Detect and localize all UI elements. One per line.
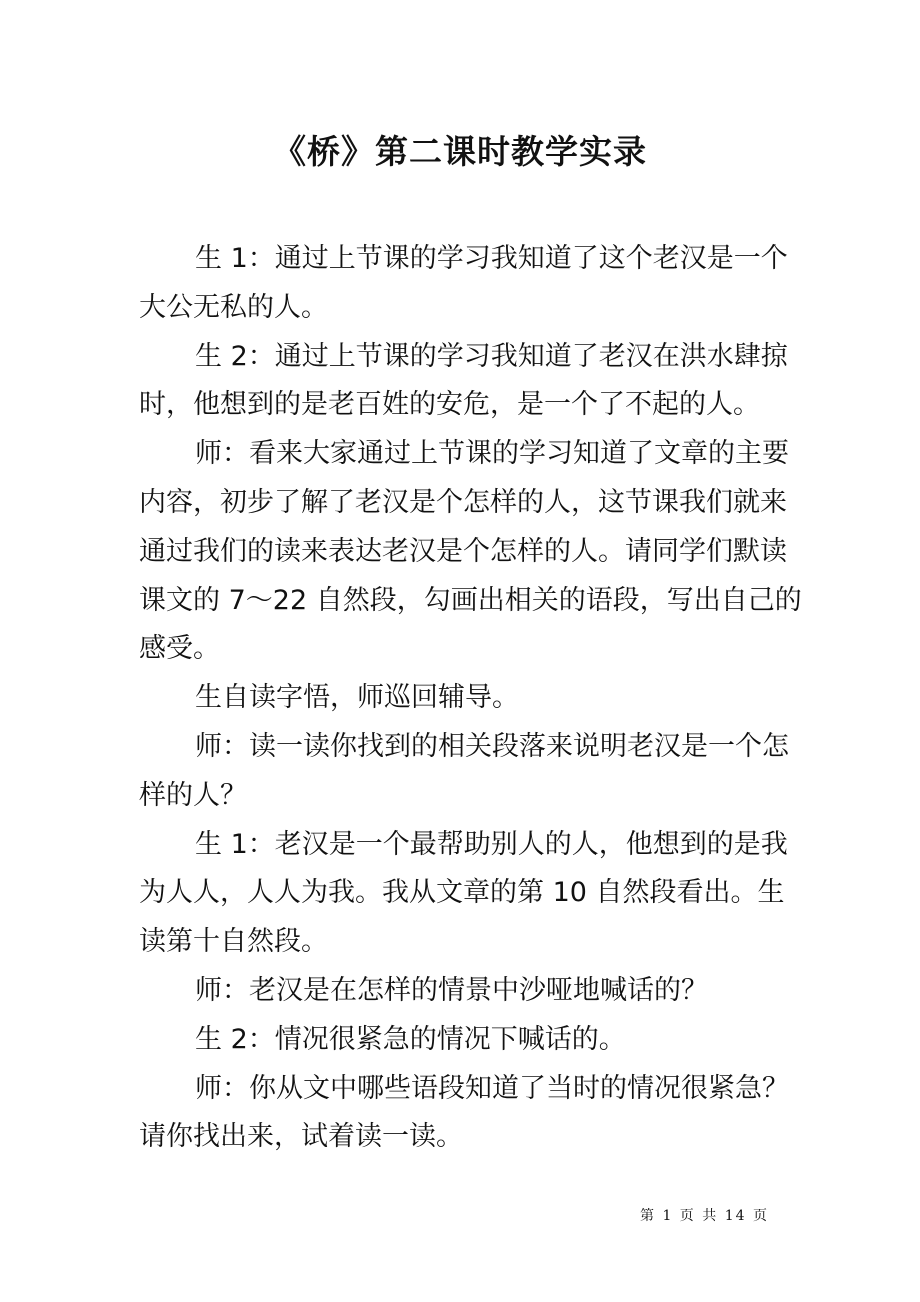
paragraph: 生 2：通过上节课的学习我知道了老汉在洪水肆掠时，他想到的是老百姓的安危，是一个了不起的人。 xyxy=(139,340,788,421)
paragraph: 生 2：情况很紧急的情况下喊话的。 xyxy=(195,1023,626,1055)
paragraph: 师：老汉是在怎样的情景中沙哑地喊话的？ xyxy=(195,974,708,1006)
paragraph: 生 1：老汉是一个最帮助别人的人，他想到的是我为人人，人人为我。我从文章的第 10 自然段看出。生读第十自然段。 xyxy=(139,828,788,958)
paragraph: 师：看来大家通过上节课的学习知道了文章的主要内容，初步了解了老汉是个怎样的人，这节课我们就来通过我们的读来表达老汉是个怎样的人。请同学们默读课文的 7～22 自然段，勾画出相关的语段，写出自己的感受。 xyxy=(139,438,802,665)
document-body xyxy=(139,235,811,1162)
paragraph: 生 1：通过上节课的学习我知道了这个老汉是一个大公无私的人。 xyxy=(139,243,788,323)
paragraph: 师：读一读你找到的相关段落来说明老汉是一个怎样的人？ xyxy=(139,730,789,811)
paragraph: 师：你从文中哪些语段知道了当时的情况很紧急？请你找出来，试着读一读。 xyxy=(139,1072,789,1153)
paragraph: 生自读字悟，师巡回辅导。 xyxy=(195,682,519,714)
document-title: 《桥》第二课时教学实录 xyxy=(273,132,647,171)
page-number: 第 1 页 共 14 页 xyxy=(640,1208,769,1224)
